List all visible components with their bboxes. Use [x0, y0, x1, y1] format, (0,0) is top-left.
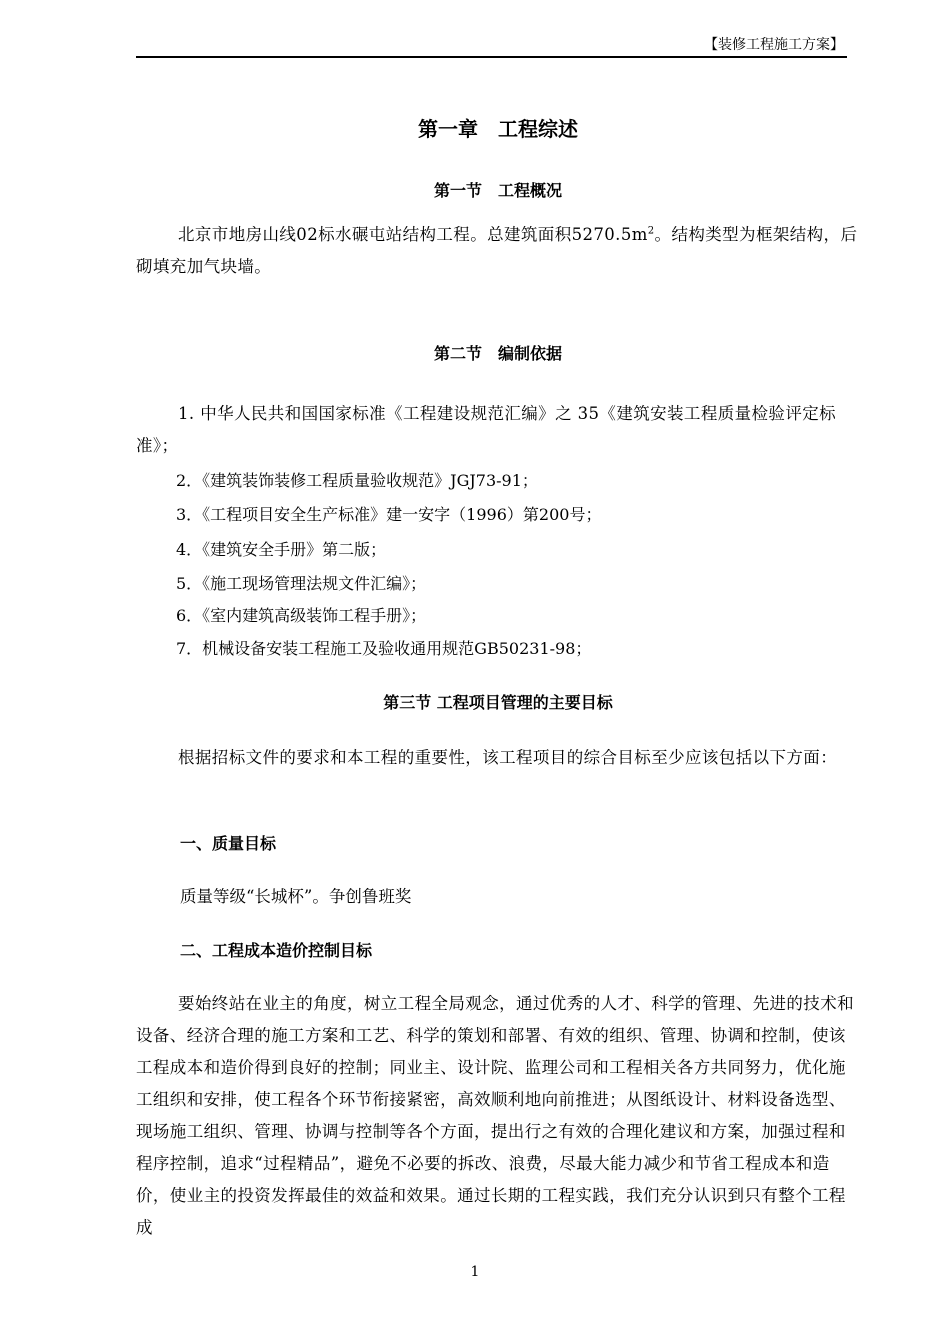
chapter-title: 第一章 工程综述	[418, 117, 578, 141]
section2-item-4: 4．《建筑安全手册》第二版；	[176, 540, 387, 559]
quality-heading: 一、质量目标	[180, 834, 277, 853]
section3-intro: 根据招标文件的要求和本工程的重要性，该工程项目的综合目标至少应该包括以下方面：	[178, 748, 838, 767]
section1-title: 第一节 工程概况	[433, 181, 562, 200]
section2-item-7: 7．机械设备安装工程施工及验收通用规范GB50231-98；	[176, 639, 592, 658]
section1-paragraph	[136, 219, 860, 283]
header-rule	[136, 56, 847, 58]
page-header-title: 【装修工程施工方案】	[704, 37, 844, 53]
section3-title: 第三节 工程项目管理的主要目标	[383, 693, 613, 712]
page-number: 1	[470, 1264, 480, 1280]
area-unit-superscript: 2	[647, 225, 655, 237]
section2-item-6: 6．《室内建筑高级装饰工程手册》；	[176, 606, 427, 625]
section2-item-2: 2．《建筑装饰装修工程质量验收规范》JGJ73-91；	[176, 471, 538, 490]
section2-item-5: 5．《施工现场管理法规文件汇编》；	[176, 574, 427, 593]
cost-heading: 二、工程成本造价控制目标	[180, 941, 373, 960]
quality-text: 质量等级“长城杯”。争创鲁班奖	[180, 887, 412, 906]
cost-paragraph: 要始终站在业主的角度，树立工程全局观念，通过优秀的人才、科学的管理、先进的技术和设备、经济合理的施工方案和工艺、科学的策划和部署、有效的组织、管理、协调和控制，使该工程成本和造价得到良好的控制；同业主、设计院、监理公司和工程相关各方共同努力，优化施工组织和安排，使工程各个环节衔接紧密，高效顺利地向前推进；从图纸设计、材料设备选型、现场施工组织、管理、协调与控制等各个方面，提出行之有效的合理化建议和方案，加强过程和程序控制，追求“过程精品”，避免不必要的拆改、浪费，尽最大能力减少和节省工程成本和造价，使业主的投资发挥最佳的效益和效果。通过长期的工程实践，我们充分认识到只有整个工程成	[136, 994, 854, 1237]
section2-item-1: 1. 中华人民共和国国家标准《工程建设规范汇编》之 35《建筑安装工程质量检验评定标准》；	[136, 404, 837, 455]
section2-item-3: 3．《工程项目安全生产标准》建一安字（1996）第200号；	[176, 505, 602, 524]
section2-title: 第二节 编制依据	[433, 344, 562, 363]
section1-text-a: 北京市地房山线02标水碾屯站结构工程。总建筑面积5270.5m	[178, 225, 648, 244]
section1-text-b: 。结构类型为框架结构，后砌填充加气块墙。	[136, 225, 858, 276]
